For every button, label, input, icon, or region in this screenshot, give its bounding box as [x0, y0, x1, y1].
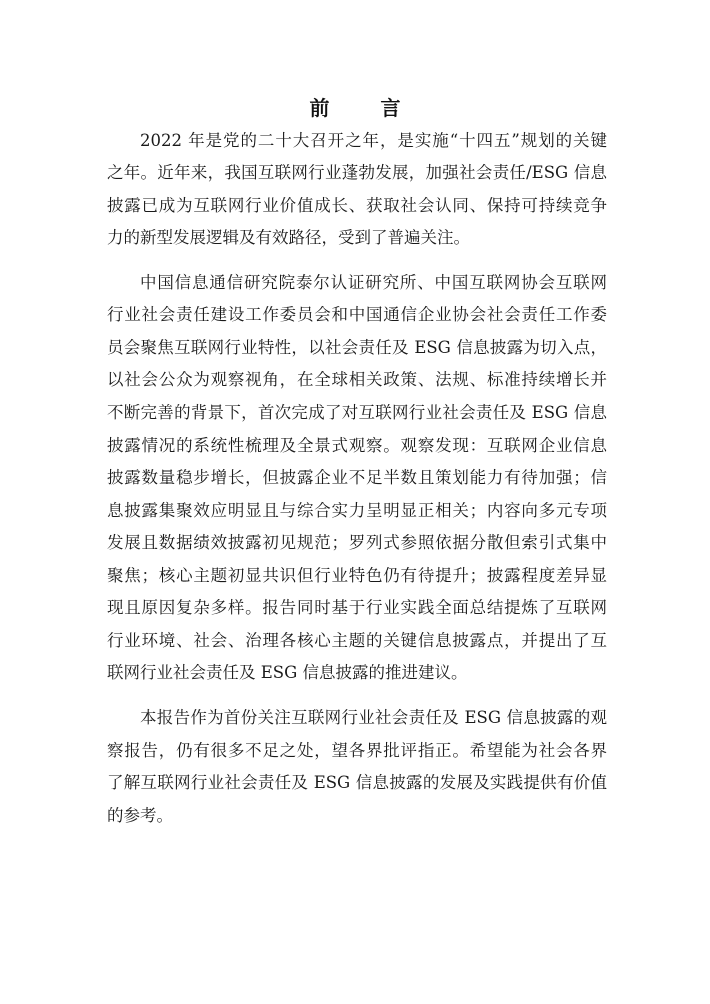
paragraph-3-line-2: 察报告，仍有很多不足之处，望各界批评指正。希望能为社会各界 [107, 741, 607, 760]
paragraph-2-line-5: 不断完善的背景下，首次完成了对互联网行业社会责任及 ESG 信息 [107, 403, 607, 422]
paragraph-1-line-1: 2022 年是党的二十大召开之年，是实施“十四五”规划的关键 [140, 131, 607, 150]
paragraph-2-line-4: 以社会公众为观察视角，在全球相关政策、法规、标准持续增长并 [107, 370, 607, 389]
paragraph-2-line-13: 联网行业社会责任及 ESG 信息披露的推进建议。 [107, 663, 468, 682]
paragraph-3-line-1: 本报告作为首份关注互联网行业社会责任及 ESG 信息披露的观 [140, 708, 607, 727]
page-title: 前 言 [309, 96, 423, 120]
paragraph-2-line-11: 现且原因复杂多样。报告同时基于行业实践全面总结提炼了互联网 [107, 598, 607, 617]
paragraph-3-line-4: 的参考。 [107, 806, 173, 825]
paragraph-2-line-7: 披露数量稳步增长，但披露企业不足半数且策划能力有待加强；信 [107, 468, 607, 487]
paragraph-2-line-8: 息披露集聚效应明显且与综合实力呈明显正相关；内容向多元专项 [107, 501, 607, 520]
paragraph-1-line-4: 力的新型发展逻辑及有效路径，受到了普遍关注。 [107, 228, 470, 247]
paragraph-2-line-2: 行业社会责任建设工作委员会和中国通信企业协会社会责任工作委 [107, 305, 607, 324]
paragraph-1-line-3: 披露已成为互联网行业价值成长、获取社会认同、保持可持续竞争 [107, 196, 607, 215]
paragraph-2-line-10: 聚焦；核心主题初显共识但行业特色仍有待提升；披露程度差异显 [107, 566, 607, 585]
paragraph-2-line-1: 中国信息通信研究院泰尔认证研究所、中国互联网协会互联网 [140, 273, 607, 292]
paragraph-2-line-12: 行业环境、社会、治理各核心主题的关键信息披露点，并提出了互 [107, 631, 607, 650]
paragraph-2-line-9: 发展且数据绩效披露初见规范；罗列式参照依据分散但索引式集中 [107, 533, 607, 552]
paragraph-2-line-3: 员会聚焦互联网行业特性，以社会责任及 ESG 信息披露为切入点， [107, 338, 607, 357]
paragraph-1-line-2: 之年。近年来，我国互联网行业蓬勃发展，加强社会责任/ESG 信息 [107, 163, 607, 182]
paragraph-3-line-3: 了解互联网行业社会责任及 ESG 信息披露的发展及实践提供有价值 [107, 773, 607, 792]
paragraph-2-line-6: 披露情况的系统性梳理及全景式观察。观察发现：互联网企业信息 [107, 436, 607, 455]
